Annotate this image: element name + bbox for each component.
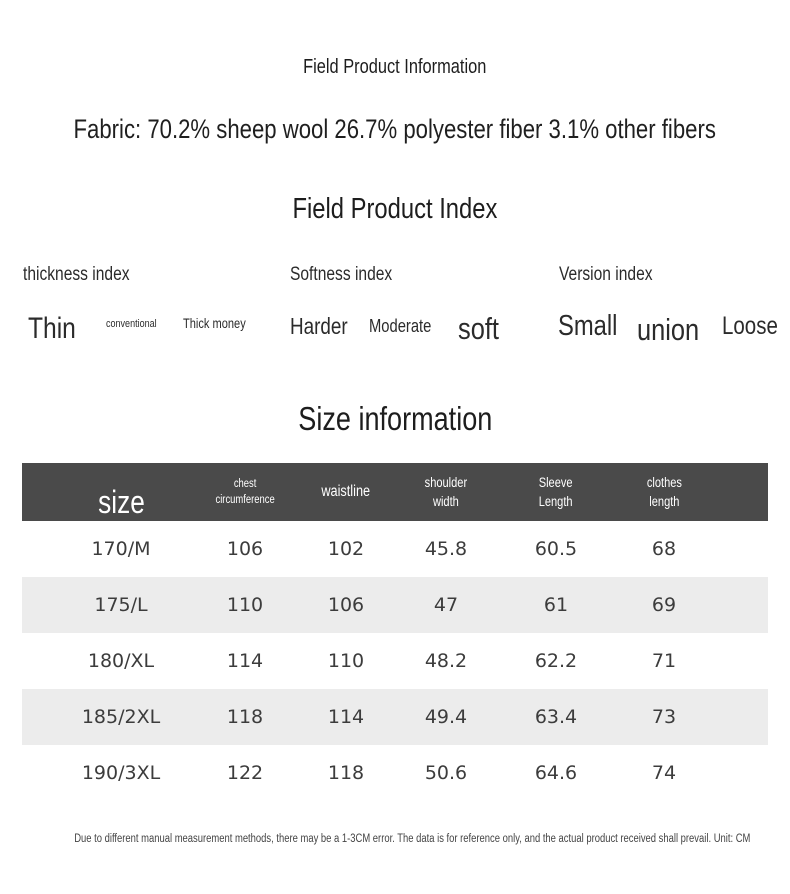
measurement-cell: 48.2 bbox=[424, 650, 468, 672]
measurement-cell: 73 bbox=[651, 706, 677, 728]
thickness-option-thin: Thin bbox=[28, 312, 76, 345]
table-row bbox=[22, 745, 768, 801]
index-heading: Field Product Index bbox=[292, 193, 498, 225]
measurement-cell: 74 bbox=[651, 762, 677, 784]
size-cell: 170/M bbox=[91, 538, 151, 560]
measurement-cell: 110 bbox=[327, 650, 365, 672]
version-option-loose: Loose bbox=[722, 312, 778, 340]
version-option-small: Small bbox=[558, 310, 618, 342]
table-row bbox=[22, 689, 768, 745]
measurement-cell: 114 bbox=[327, 706, 365, 728]
header-waist-line: waistline bbox=[321, 483, 371, 500]
version-option-union: union bbox=[637, 312, 700, 347]
measurement-cell: 110 bbox=[226, 594, 264, 616]
size-cell: 190/3XL bbox=[81, 762, 161, 784]
info-heading: Field Product Information bbox=[303, 56, 487, 78]
header-clothes-line: length bbox=[648, 494, 680, 509]
table-row bbox=[22, 633, 768, 689]
measurement-cell: 49.4 bbox=[424, 706, 468, 728]
header-chest-line: chest bbox=[233, 478, 257, 490]
size-heading: Size information bbox=[297, 400, 493, 437]
measurement-cell: 62.2 bbox=[534, 650, 578, 672]
measurement-cell: 50.6 bbox=[424, 762, 468, 784]
thickness-index-label: thickness index bbox=[23, 264, 130, 285]
measurement-footnote: Due to different manual measurement methods, there may be a 1-3CM error. The data is for reference only, and the actual product received shall prevail. Unit: CM bbox=[74, 833, 751, 845]
measurement-cell: 45.8 bbox=[424, 538, 468, 560]
header-chest-line: circumference bbox=[215, 494, 275, 506]
measurement-cell: 106 bbox=[327, 594, 365, 616]
header-sleeve-line: Sleeve bbox=[539, 475, 573, 490]
measurement-cell: 63.4 bbox=[534, 706, 578, 728]
measurement-cell: 61 bbox=[543, 594, 569, 616]
size-cell: 175/L bbox=[94, 594, 148, 616]
size-cell: 180/XL bbox=[87, 650, 155, 672]
header-size bbox=[61, 473, 181, 531]
table-header-row bbox=[22, 463, 768, 521]
thickness-option-conventional: conventional bbox=[106, 318, 157, 330]
header-sleeve bbox=[496, 473, 616, 511]
measurement-cell: 64.6 bbox=[534, 762, 578, 784]
header-shoulder bbox=[386, 473, 506, 511]
size-cell: 185/2XL bbox=[81, 706, 161, 728]
measurement-cell: 122 bbox=[226, 762, 264, 784]
softness-option-harder: Harder bbox=[290, 313, 348, 339]
measurement-cell: 47 bbox=[433, 594, 459, 616]
measurement-cell: 118 bbox=[327, 762, 365, 784]
measurement-cell: 60.5 bbox=[534, 538, 578, 560]
fabric-composition: Fabric: 70.2% sheep wool 26.7% polyester fiber 3.1% other fibers bbox=[73, 114, 717, 144]
header-size-line: size bbox=[97, 484, 145, 520]
measurement-cell: 106 bbox=[226, 538, 264, 560]
header-clothes-line: clothes bbox=[646, 475, 682, 490]
measurement-cell: 102 bbox=[327, 538, 365, 560]
header-sleeve-line: Length bbox=[539, 494, 573, 509]
measurement-cell: 69 bbox=[651, 594, 677, 616]
measurement-cell: 68 bbox=[651, 538, 677, 560]
measurement-cell: 114 bbox=[226, 650, 264, 672]
header-clothes bbox=[604, 473, 724, 511]
measurement-cell: 118 bbox=[226, 706, 264, 728]
softness-index-label: Softness index bbox=[290, 264, 393, 285]
table-row bbox=[22, 577, 768, 633]
softness-option-soft: soft bbox=[458, 311, 499, 346]
header-shoulder-line: width bbox=[433, 494, 459, 509]
version-index-label: Version index bbox=[559, 264, 653, 285]
measurement-cell: 71 bbox=[651, 650, 677, 672]
softness-option-moderate: Moderate bbox=[369, 316, 432, 336]
header-shoulder-line: shoulder bbox=[424, 475, 468, 490]
thickness-option-thick: Thick money bbox=[183, 316, 246, 331]
